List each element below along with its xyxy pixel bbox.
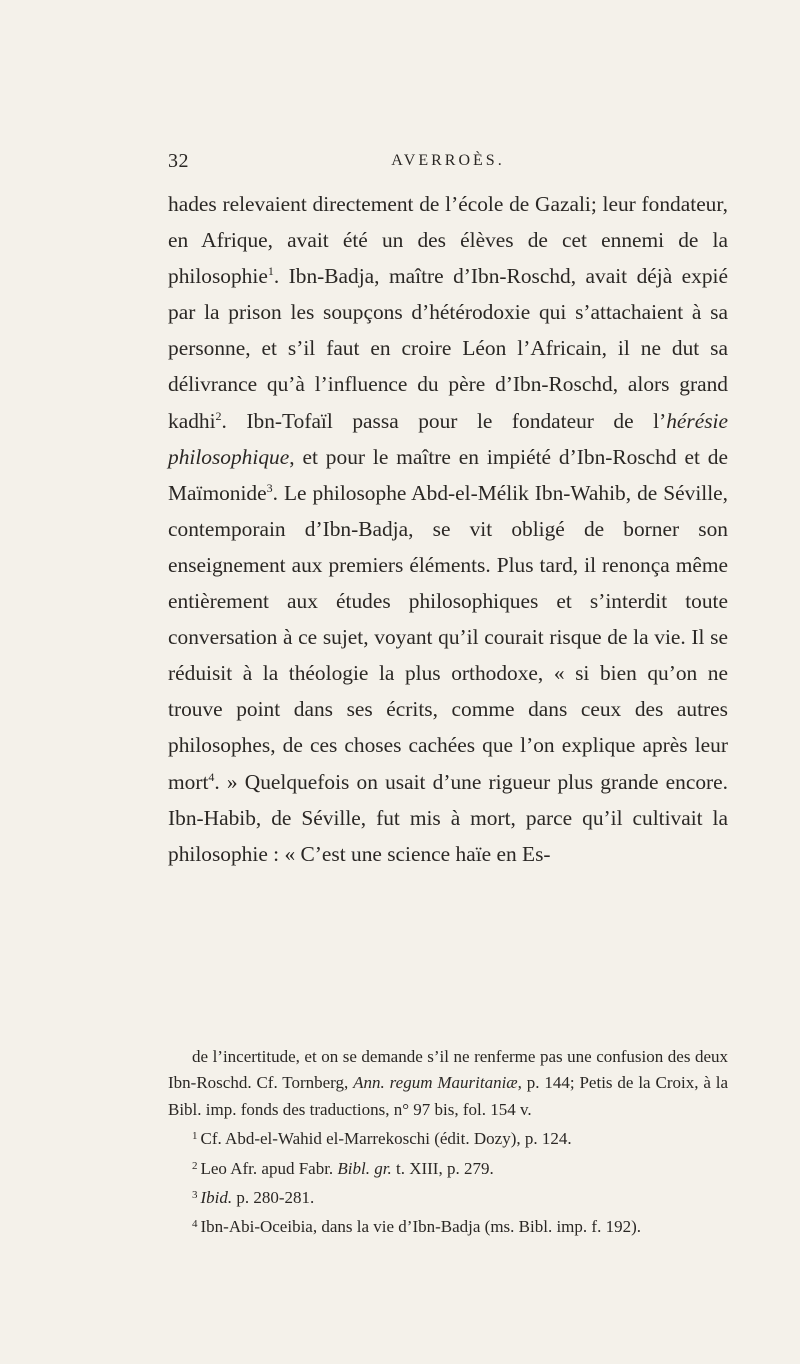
footnote-text: , p. 144; Petis de la Croix, à la Bibl. imp. fonds des traductions, n° 97 bis, fol. 154 v. — [168, 1073, 729, 1119]
footnote-continuation — [168, 1044, 728, 1123]
footnote-text: p. 280-281. — [232, 1188, 315, 1208]
footnote-1 — [168, 1123, 728, 1152]
footnote-text: de l’incertitude, et on se demande s’il ne renferme pas une confusion des deux Ibn-Roschd. Cf. Tornberg, — [168, 1047, 728, 1093]
footnote-4 — [168, 1211, 728, 1240]
footnote-italic: Ibid. — [200, 1188, 233, 1208]
footnote-marker: 1 — [192, 1130, 198, 1143]
italic-phrase: hérésie philosophique — [168, 408, 728, 469]
body-text-segment: . Ibn-Tofaïl passa pour le fondateur de l’ — [221, 408, 667, 433]
page-header — [168, 150, 728, 174]
footnote-2 — [168, 1153, 728, 1182]
running-title: AVERROÈS. — [391, 152, 505, 169]
footnote-text: Ibn-Abi-Oceibia, dans la vie d’Ibn-Badja (ms. Bibl. imp. f. 192). — [200, 1217, 641, 1237]
footnote-3 — [168, 1182, 728, 1211]
footnote-ref-1: 1 — [267, 264, 274, 279]
body-text-segment: hades relevaient directement de l’école de Gazali; leur fondateur, en Afrique, avait été un des élèves de cet ennemi de la philosophie — [168, 192, 728, 289]
body-text-segment: , et pour le maître en impiété d’Ibn-Roschd et de Maïmonide — [168, 444, 728, 505]
body-text-segment: . Le philosophe Abd-el-Mélik Ibn-Wahib, de Séville, contemporain d’Ibn-Badja, se vit obligé de borner son enseignement aux premiers éléments. Plus tard, il renonça même entièrement aux études philosophiques et s’interdit toute conversation à ce sujet, voyant qu’il courait risque de la vie. Il se réduisit à la théologie la plus orthodoxe, « si bien qu’on ne trouve point dans ses écrits, comme dans ceux des autres philosophes, de ces choses cachées que l’on explique après leur mort — [168, 480, 728, 794]
footnote-marker: 3 — [192, 1189, 198, 1202]
footnote-marker: 2 — [192, 1159, 198, 1172]
footnote-italic: Bibl. gr. — [337, 1158, 392, 1178]
page-number: 32 — [168, 150, 189, 172]
footnote-marker: 4 — [192, 1218, 198, 1231]
footnote-ref-4: 4 — [208, 769, 215, 784]
body-text-segment: . Ibn-Badja, maître d’Ibn-Roschd, avait déjà expié par la prison les soupçons d’hétérodoxie qui s’attachaient à sa personne, et s’il faut en croire Léon l’Africain, il ne dut sa délivrance qu’à l’influence du père d’Ibn-Roschd, alors grand kadhi — [168, 264, 728, 433]
footnote-text: Leo Afr. apud Fabr. — [200, 1158, 338, 1178]
footnotes-section — [168, 1044, 728, 1241]
footnote-italic: Ann. regum Mauritaniæ — [353, 1073, 518, 1093]
footnote-ref-2: 2 — [215, 408, 222, 423]
body-text-segment: . » Quelquefois on usait d’une rigueur plus grande encore. Ibn-Habib, de Séville, fut mis à mort, parce qu’il cultivait la philosophie : « C’est une science haïe en Es- — [168, 769, 728, 866]
footnote-ref-3: 3 — [266, 480, 273, 495]
footnote-text: Cf. Abd-el-Wahid el-Marrekoschi (édit. Dozy), p. 124. — [200, 1129, 572, 1149]
footnote-text: t. XIII, p. 279. — [391, 1158, 494, 1178]
main-paragraph — [168, 186, 728, 872]
